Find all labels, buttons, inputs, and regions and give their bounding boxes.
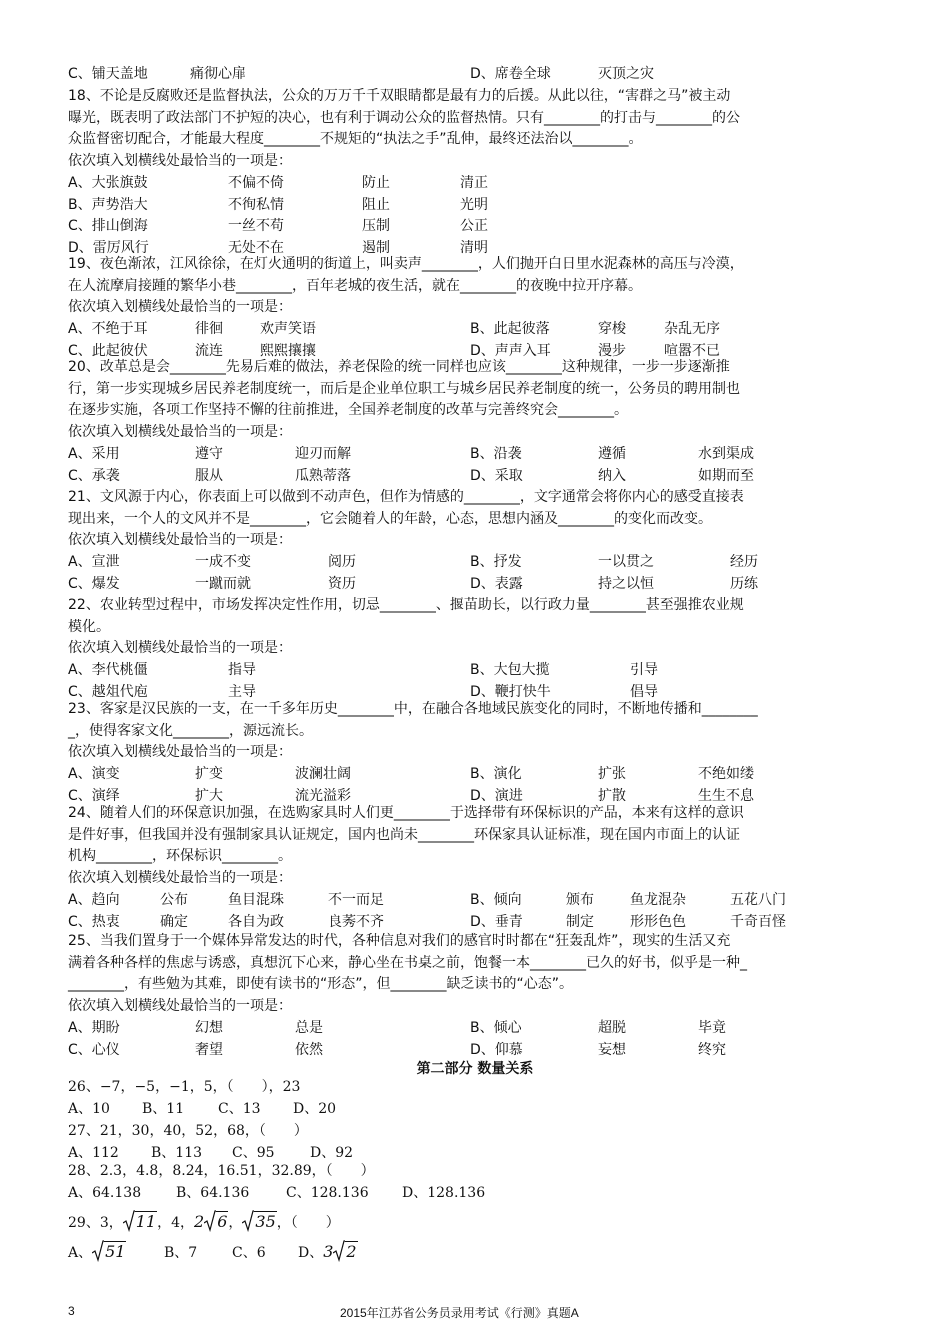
q26-stem: 26、−7，−5，−1，5，（ ），23 [68,1079,301,1095]
q18-stem-line: 众监督密切配合，才能最大程度________不规矩的“执法之手”乱伸，最终还法治以________。 [68,131,643,148]
q23-stem-line: 23、客家是汉民族的一支，在一千多年历史________中，在融合各地域民族变化的同时，不断地传播和________ [68,701,758,717]
q21-option-c-word: 资历 [328,575,356,592]
q29-option-d [298,1240,358,1264]
q27-option-b: B、113 [151,1145,203,1161]
option-label: D、 [298,1245,324,1261]
q24-option-c-word: 确定 [160,913,188,930]
sqrt-11-value: 11 [135,1212,157,1231]
q25-option-b-word: 超脱 [598,1019,626,1036]
q20-option-b: B、沿袭 [470,445,522,462]
option-c-word: 痛彻心扉 [190,66,246,82]
q24-option-c: C、热衷 [68,913,120,930]
q20-option-c-word: 服从 [195,467,223,484]
q20-option-c-word: 瓜熟蒂落 [295,467,351,484]
q23-option-b-word: 扩张 [598,766,626,783]
q23-option-a-word: 扩变 [195,766,223,783]
q22-stem-line: 22、农业转型过程中，市场发挥决定性作用，切忌________、揠苗助长，以行政力量________甚至强推农业规 [68,597,744,613]
q18-option-d-word: 遏制 [362,239,390,256]
q18-stem-line: 18、不论是反腐败还是监督执法，公众的万万千千双眼睛都是最有力的后援。从此以往，“害群之马”被主动 [68,88,731,104]
sqrt-6-value: 6 [217,1212,228,1231]
q23-option-d-word: 生生不息 [698,787,754,804]
q24-option-d-word: 千奇百怪 [730,913,786,930]
sqrt-51 [92,1242,126,1261]
q18-prompt: 依次填入划横线处最恰当的一项是： [68,153,292,170]
q23-option-c-word: 扩大 [195,787,223,804]
option-d: D、席卷全球 [470,66,551,82]
q21-prompt: 依次填入划横线处最恰当的一项是： [68,532,292,549]
q19-option-c: C、此起彼伏 [68,342,148,359]
q18-option-b-word: 光明 [460,196,488,213]
q24-option-a: A、趋向 [68,891,120,908]
q24-stem-line: 是件好事，但我国并没有强制家具认证规定，国内也尚未________环保家具认证标准，现在国内市面上的认证 [68,826,740,843]
q27-stem: 27、21，30，40，52，68，（ ） [68,1123,308,1139]
q19-option-a-word: 欢声笑语 [260,321,316,338]
q21-option-d-word: 历练 [730,575,758,592]
q23-option-b: B、演化 [470,766,522,783]
sqrt-2-value: 2 [346,1242,357,1261]
q23-option-c: C、演绎 [68,787,120,804]
q18-option-a-word: 不偏不倚 [228,174,284,191]
q24-option-b: B、倾向 [470,891,522,908]
q21-option-a: A、宣泄 [68,554,120,571]
q18-option-b-word: 不徇私情 [228,196,284,213]
q21-option-b: B、抒发 [470,554,522,571]
q21-option-b-word: 经历 [730,554,758,571]
q24-option-c-word: 良莠不齐 [328,913,384,930]
q18-stem-line: 曝光，既表明了政法部门不护短的决心，也有利于调动公众的监督热情。只有________的打击与________的公 [68,109,740,126]
q27-option-a: A、112 [68,1145,119,1161]
q24-option-a-word: 不一而足 [328,891,384,908]
sqrt-35 [242,1212,276,1231]
sqrt-11 [123,1212,157,1231]
q18-option-d: D、雷厉风行 [68,239,149,256]
q19-option-d-word: 漫步 [598,342,626,359]
q24-option-d-word: 形形色色 [630,913,686,930]
q29-stem-text: 29、3， [68,1215,123,1231]
q25-stem-line: 满着各种各样的焦虑与诱惑，真想沉下心来，静心坐在书桌之前，饱餐一本________已久的好书，似乎是一种_ [68,954,747,971]
q21-stem-line: 21、文风源于内心，你表面上可以做到不动声色，但作为情感的________，文字通常会将你内心的感受直接表 [68,489,744,505]
q20-option-c: C、承袭 [68,467,120,484]
q25-option-d-word: 妄想 [598,1041,626,1058]
q25-stem-line: 25、当我们置身于一个媒体异常发达的时代，各种信息对我们的感官时时都在“狂轰乱炸”，现实的生活又充 [68,933,731,949]
q24-option-d-word: 制定 [566,913,594,930]
q20-option-d-word: 如期而至 [698,467,754,484]
q21-option-d: D、表露 [470,575,523,592]
q19-option-a-word: 徘徊 [195,321,223,338]
q25-option-a-word: 幻想 [195,1019,223,1036]
q25-option-d-word: 终究 [698,1041,726,1058]
q29-stem-text: ，4， [157,1215,195,1231]
q21-stem-line: 现出来，一个人的文风并不是________，它会随着人的年龄，心态，思想内涵及________的变化而改变。 [68,510,712,527]
q19-option-c-word: 熙熙攘攘 [260,342,316,359]
q24-stem-line: 机构________，环保标识________。 [68,848,292,865]
q25-prompt: 依次填入划横线处最恰当的一项是： [68,998,292,1015]
q28-option-a: A、64.138 [68,1185,142,1201]
q20-option-d: D、采取 [470,467,523,484]
q24-stem-line: 24、随着人们的环保意识加强，在选购家具时人们更________于选择带有环保标识的产品，本来有这样的意识 [68,805,744,821]
q19-option-c-word: 流连 [195,342,223,359]
q25-option-b: B、倾心 [470,1019,522,1036]
q18-option-a-word: 清正 [460,174,488,191]
q26-option-b: B、11 [142,1101,185,1117]
q18-option-a-word: 防止 [362,174,390,191]
q23-option-d-word: 扩散 [598,787,626,804]
q29-option-c: C、6 [232,1245,266,1261]
q20-stem-line: 行，第一步实现城乡居民养老制度统一，而后是企业单位职工与城乡居民养老制度的统一，公务员的聘用制也 [68,380,740,397]
q24-option-b-word: 颁布 [566,891,594,908]
q28-option-b: B、64.136 [176,1185,250,1201]
coefficient: 2 [194,1212,205,1231]
q25-option-a-word: 总是 [295,1019,323,1036]
sqrt-2 [333,1242,357,1261]
q29-option-a [68,1240,126,1264]
q24-option-d: D、垂青 [470,913,523,930]
q20-option-a-word: 遵守 [195,445,223,462]
sqrt-51-value: 51 [105,1242,126,1261]
q22-stem-line: 模化。 [68,618,110,635]
q22-option-b: B、大包大揽 [470,662,550,679]
q22-option-a-word: 指导 [228,662,256,679]
q22-option-a: A、李代桃僵 [68,662,148,679]
q23-option-c-word: 流光溢彩 [295,787,351,804]
q25-option-b-word: 毕竟 [698,1019,726,1036]
q29-stem [68,1210,888,1234]
q18-option-c: C、排山倒海 [68,218,148,235]
q29-option-b: B、7 [164,1245,198,1261]
q18-option-a: A、大张旗鼓 [68,174,148,191]
q20-stem-line: 在逐步实施，各项工作坚持不懈的往前推进，全国养老制度的改革与完善终究会________。 [68,402,628,419]
q20-option-b-word: 遵循 [598,445,626,462]
q18-option-c-word: 公正 [460,218,488,235]
q22-prompt: 依次填入划横线处最恰当的一项是： [68,640,292,657]
page-number: 3 [68,1304,75,1318]
q20-stem-line: 20、改革总是会________先易后难的做法，养老保险的统一同样也应该________这种规律，一步一步逐渐推 [68,359,730,375]
q19-stem-line: 在人流摩肩接踵的繁华小巷________，百年老城的夜生活，就在________的夜晚中拉开序幕。 [68,277,642,294]
coefficient: 3 [323,1242,334,1261]
sqrt-35-value: 35 [255,1212,276,1231]
q21-option-a-word: 一成不变 [195,554,251,571]
q23-option-d: D、演进 [470,787,523,804]
q28-option-c: C、128.136 [286,1185,369,1201]
q26-option-c: C、13 [218,1101,261,1117]
q23-stem-line: _，使得客家文化________，源远流长。 [68,722,313,739]
q18-option-d-word: 清明 [460,239,488,256]
q24-option-b-word: 五花八门 [730,891,786,908]
q24-prompt: 依次填入划横线处最恰当的一项是： [68,870,292,887]
section-title: 第二部分 数量关系 [416,1061,534,1077]
q24-option-a-word: 公布 [160,891,188,908]
q22-option-b-word: 引导 [630,662,658,679]
q24-option-a-word: 鱼目混珠 [228,891,284,908]
q24-option-c-word: 各自为政 [228,913,284,930]
q20-option-a: A、采用 [68,445,120,462]
q24-option-b-word: 鱼龙混杂 [630,891,686,908]
q20-prompt: 依次填入划横线处最恰当的一项是： [68,424,292,441]
q23-option-b-word: 不绝如缕 [698,766,754,783]
q20-option-d-word: 纳入 [598,467,626,484]
q21-option-c: C、爆发 [68,575,120,592]
q18-option-b: B、声势浩大 [68,196,148,213]
q21-option-d-word: 持之以恒 [598,575,654,592]
q22-option-d-word: 倡导 [630,683,658,700]
q23-option-a: A、演变 [68,766,120,783]
q22-option-d: D、鞭打快牛 [470,683,551,700]
q19-option-b-word: 穿梭 [598,321,626,338]
q21-option-c-word: 一蹴而就 [195,575,251,592]
q22-option-c-word: 主导 [228,683,256,700]
sqrt-6 [204,1212,228,1231]
q23-option-a-word: 波澜壮阔 [295,766,351,783]
q25-stem-line: ________，有些勉为其难，即使有读书的“形态”，但________缺乏读书的“心态”。 [68,976,574,993]
q29-stem-text: ， [228,1215,243,1231]
q25-option-c-word: 依然 [295,1041,323,1058]
q18-option-d-word: 无处不在 [228,239,284,256]
q25-option-a: A、期盼 [68,1019,120,1036]
q22-option-c: C、越俎代庖 [68,683,148,700]
q28-option-d: D、128.136 [402,1185,486,1201]
footer-title: 2015年江苏省公务员录用考试《行测》真题A [340,1306,579,1320]
q19-option-d-word: 喧嚣不已 [664,342,720,359]
q25-option-d: D、仰慕 [470,1041,523,1058]
option-d-word: 灭顶之灾 [598,66,654,82]
q28-stem: 28、2.3，4.8，8.24，16.51，32.89，（ ） [68,1163,375,1179]
q19-option-d: D、声声入耳 [470,342,551,359]
option-c: C、铺天盖地 [68,66,148,82]
q18-option-b-word: 阻止 [362,196,390,213]
q19-option-b-word: 杂乱无序 [664,321,720,338]
q18-option-c-word: 一丝不苟 [228,218,284,235]
q27-option-d: D、92 [310,1145,354,1161]
q19-prompt: 依次填入划横线处最恰当的一项是： [68,299,292,316]
q19-stem-line: 19、夜色渐浓，江风徐徐，在灯火通明的街道上，叫卖声________，人们抛开白日里水泥森林的高压与冷漠， [68,256,744,272]
q18-option-c-word: 压制 [362,218,390,235]
q20-option-b-word: 水到渠成 [698,445,754,462]
q23-prompt: 依次填入划横线处最恰当的一项是： [68,744,292,761]
q27-option-c: C、95 [232,1145,275,1161]
option-label: A、 [68,1245,93,1261]
q25-option-c-word: 奢望 [195,1041,223,1058]
q29-stem-text: ，（ ） [276,1215,340,1231]
q25-option-c: C、心仪 [68,1041,120,1058]
q26-option-d: D、20 [293,1101,337,1117]
q26-option-a: A、10 [68,1101,110,1117]
q20-option-a-word: 迎刃而解 [295,445,351,462]
q19-option-b: B、此起彼落 [470,321,550,338]
q21-option-b-word: 一以贯之 [598,554,654,571]
q21-option-a-word: 阅历 [328,554,356,571]
q19-option-a: A、不绝于耳 [68,321,148,338]
